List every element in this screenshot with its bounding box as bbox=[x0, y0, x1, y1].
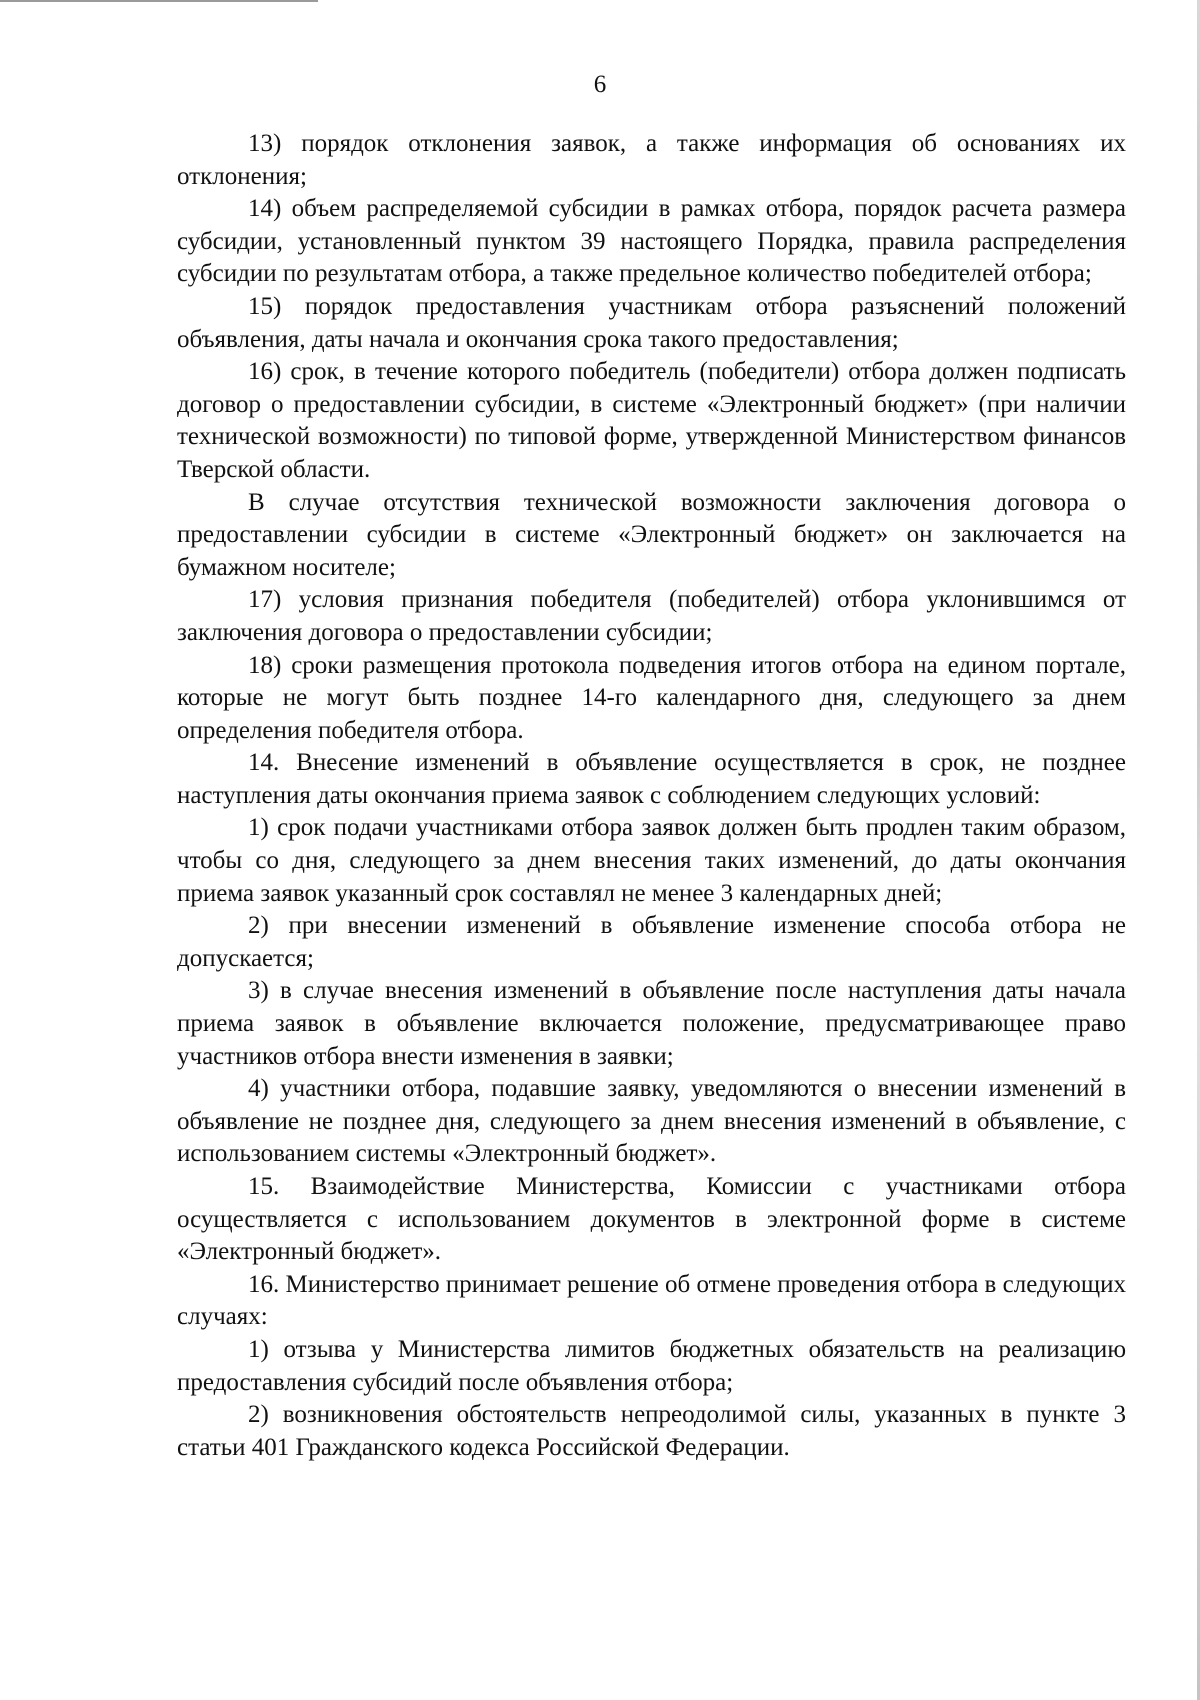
paragraph: 13) порядок отклонения заявок, а также информация об основаниях их отклонения; bbox=[177, 130, 1126, 190]
paragraph: 1) отзыва у Министерства лимитов бюджетных обязательств на реализацию предоставления субсидий после объявления отбора; bbox=[177, 1335, 1126, 1396]
paragraph: 2) при внесении изменений в объявление изменение способа отбора не допускается; bbox=[177, 912, 1126, 972]
paragraph: 18) сроки размещения протокола подведения итогов отбора на едином портале, которые не могут быть позднее 14-го календарного дня, следующего за днем определения победителя отбора. bbox=[177, 651, 1126, 744]
paragraph: 16. Министерство принимает решение об отмене проведения отбора в следующих случаях: bbox=[177, 1270, 1126, 1331]
paragraph: 16) срок, в течение которого победитель (победители) отбора должен подписать договор о предоставлении субсидии, в системе «Электронный бюджет» (при наличии технической возможности) по типовой форме, утвержденной Министерством финансов Тверской области. bbox=[177, 358, 1126, 483]
paragraph: 14. Внесение изменений в объявление осуществляется в срок, не позднее наступления даты окончания приема заявок с соблюдением следующих условий: bbox=[177, 749, 1126, 809]
paragraph: 14) объем распределяемой субсидии в рамках отбора, порядок расчета размера субсидии, установленный пунктом 39 настоящего Порядка, правила распределения субсидии по результатам отбора, а также предельное количество победителей отбора; bbox=[177, 195, 1126, 288]
page-number: 6 bbox=[593, 71, 607, 98]
paragraph: 3) в случае внесения изменений в объявление после наступления даты начала приема заявок в объявление включается положение, предусматривающее право участников отбора внести изменения в заявки; bbox=[177, 977, 1126, 1070]
document-body bbox=[177, 128, 1126, 1464]
paragraph: В случае отсутствия технической возможности заключения договора о предоставлении субсидии в системе «Электронный бюджет» он заключается на бумажном носителе; bbox=[177, 488, 1126, 581]
paragraph: 15) порядок предоставления участникам отбора разъяснений положений объявления, даты начала и окончания срока такого предоставления; bbox=[177, 292, 1126, 353]
paragraph: 1) срок подачи участниками отбора заявок должен быть продлен таким образом, чтобы со дня, следующего за днем внесения таких изменений, до даты окончания приема заявок указанный срок составлял не менее 3 календарных дней; bbox=[177, 814, 1126, 907]
paragraph: 15. Взаимодействие Министерства, Комиссии с участниками отбора осуществляется с использованием документов в электронной форме в системе «Электронный бюджет». bbox=[177, 1173, 1126, 1266]
paragraph: 17) условия признания победителя (победителей) отбора уклонившимся от заключения договора о предоставлении субсидии; bbox=[177, 586, 1126, 646]
scan-edge-top bbox=[0, 0, 318, 2]
paragraph: 2) возникновения обстоятельств непреодолимой силы, указанных в пункте 3 статьи 401 Гражданского кодекса Российской Федерации. bbox=[177, 1401, 1126, 1461]
paragraph: 4) участники отбора, подавшие заявку, уведомляются о внесении изменений в объявление не позднее дня, следующего за днем внесения изменений в объявление, с использованием системы «Электронный бюджет». bbox=[177, 1075, 1126, 1168]
